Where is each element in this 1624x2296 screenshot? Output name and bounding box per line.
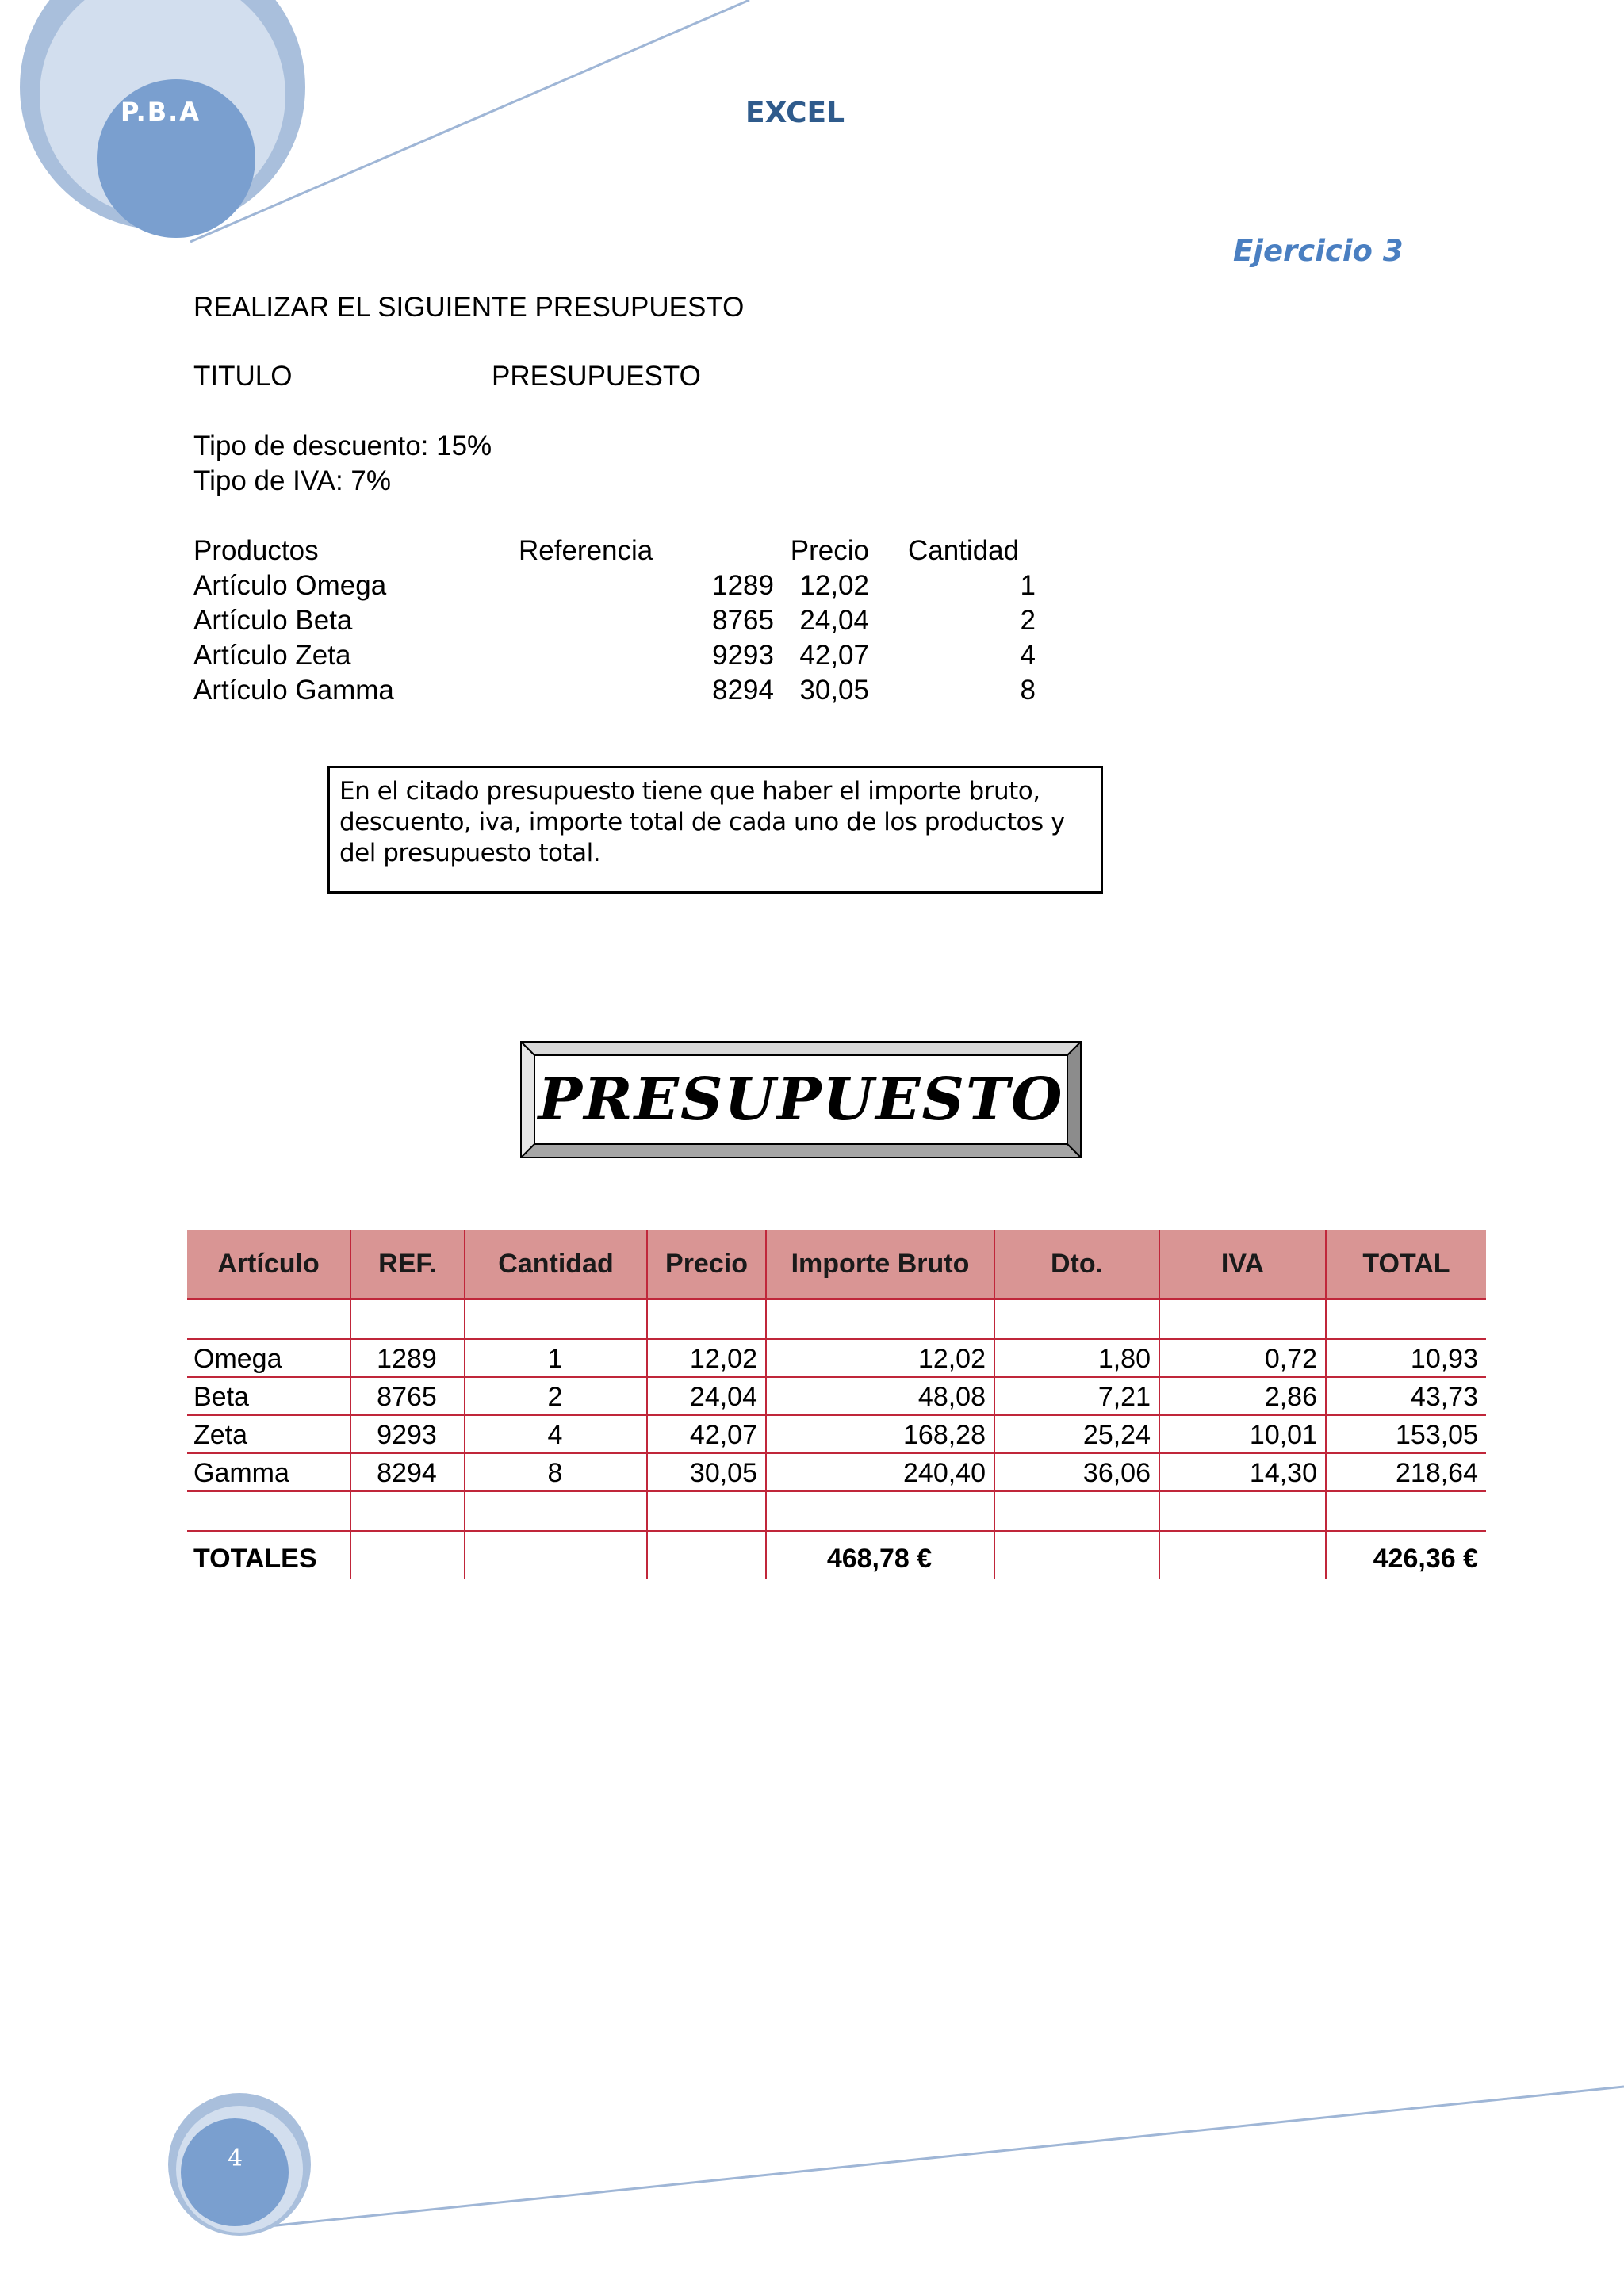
cell-importe-bruto: 168,28 bbox=[766, 1415, 994, 1453]
cell-articulo: Beta bbox=[187, 1377, 350, 1415]
cell-cantidad: 4 bbox=[465, 1415, 647, 1453]
table-row bbox=[187, 1339, 1486, 1377]
cell-dto: 1,80 bbox=[994, 1339, 1159, 1377]
note-box bbox=[327, 766, 1103, 894]
discount-rate: Tipo de descuento: 15% bbox=[193, 430, 492, 461]
header-total: TOTAL bbox=[1326, 1230, 1486, 1299]
totals-label: TOTALES bbox=[193, 1544, 317, 1574]
budget-table bbox=[187, 1230, 1486, 1579]
product-name: Artículo Gamma bbox=[193, 675, 394, 706]
product-price: 30,05 bbox=[799, 675, 869, 706]
cell-total: 10,93 bbox=[1326, 1339, 1486, 1377]
iva-rate: Tipo de IVA: 7% bbox=[193, 465, 392, 496]
instructions-heading: REALIZAR EL SIGUIENTE PRESUPUESTO bbox=[193, 292, 745, 323]
cell-ref: 9293 bbox=[350, 1415, 465, 1453]
product-price: 12,02 bbox=[799, 570, 869, 601]
cell-importe-bruto: 12,02 bbox=[766, 1339, 994, 1377]
header-iva: IVA bbox=[1159, 1230, 1326, 1299]
cell-iva: 0,72 bbox=[1159, 1339, 1326, 1377]
cell-iva: 2,86 bbox=[1159, 1377, 1326, 1415]
header-articulo: Artículo bbox=[187, 1230, 350, 1299]
cell-precio: 24,04 bbox=[647, 1377, 766, 1415]
cell-importe-bruto: 48,08 bbox=[766, 1377, 994, 1415]
banner-text: PRESUPUESTO bbox=[538, 1066, 1064, 1134]
note-line: descuento, iva, importe total de cada uno de los productos y bbox=[339, 808, 1065, 836]
product-qty: 2 bbox=[1020, 605, 1036, 636]
header-precio: Precio bbox=[647, 1230, 766, 1299]
header-decoration bbox=[0, 0, 1624, 270]
cell-total: 43,73 bbox=[1326, 1377, 1486, 1415]
cell-cantidad: 8 bbox=[465, 1453, 647, 1491]
product-qty: 8 bbox=[1020, 675, 1036, 706]
product-qty: 1 bbox=[1020, 570, 1036, 601]
cell-precio: 30,05 bbox=[647, 1453, 766, 1491]
titulo-label: TITULO bbox=[193, 361, 293, 392]
cell-dto: 7,21 bbox=[994, 1377, 1159, 1415]
page-number: 4 bbox=[228, 2145, 243, 2172]
note-line: En el citado presupuesto tiene que haber el importe bruto, bbox=[339, 777, 1040, 806]
product-name: Artículo Beta bbox=[193, 605, 353, 636]
total-importe-bruto: 468,78 € bbox=[766, 1531, 994, 1579]
cell-cantidad: 2 bbox=[465, 1377, 647, 1415]
table-row bbox=[187, 1453, 1486, 1491]
header-importe-bruto: Importe Bruto bbox=[766, 1230, 994, 1299]
product-ref: 8765 bbox=[712, 605, 774, 636]
header-ref: REF. bbox=[350, 1230, 465, 1299]
footer-decoration bbox=[0, 2030, 1624, 2296]
cell-cantidad: 1 bbox=[465, 1339, 647, 1377]
col-cantidad: Cantidad bbox=[908, 535, 1020, 566]
product-price: 24,04 bbox=[799, 605, 869, 636]
exercise-label: Ejercicio 3 bbox=[1233, 234, 1404, 268]
product-ref: 1289 bbox=[712, 570, 774, 601]
cell-dto: 25,24 bbox=[994, 1415, 1159, 1453]
table-row bbox=[187, 1377, 1486, 1415]
cell-articulo: Omega bbox=[187, 1339, 350, 1377]
cell-total: 218,64 bbox=[1326, 1453, 1486, 1491]
note-line: del presupuesto total. bbox=[339, 839, 601, 867]
table-spacer-row bbox=[187, 1299, 1486, 1340]
cell-articulo: Gamma bbox=[187, 1453, 350, 1491]
product-ref: 8294 bbox=[712, 675, 774, 706]
product-price: 42,07 bbox=[799, 640, 869, 671]
product-name: Artículo Omega bbox=[193, 570, 387, 601]
cell-iva: 10,01 bbox=[1159, 1415, 1326, 1453]
col-referencia: Referencia bbox=[519, 535, 653, 566]
document-title: EXCEL bbox=[745, 97, 845, 129]
cell-iva: 14,30 bbox=[1159, 1453, 1326, 1491]
cell-ref: 1289 bbox=[350, 1339, 465, 1377]
header-dto: Dto. bbox=[994, 1230, 1159, 1299]
table-header-row bbox=[187, 1230, 1486, 1299]
product-ref: 9293 bbox=[712, 640, 774, 671]
header-cantidad: Cantidad bbox=[465, 1230, 647, 1299]
cell-ref: 8765 bbox=[350, 1377, 465, 1415]
cell-articulo: Zeta bbox=[187, 1415, 350, 1453]
table-row bbox=[187, 1415, 1486, 1453]
col-productos: Productos bbox=[193, 535, 319, 566]
titulo-value: PRESUPUESTO bbox=[492, 361, 701, 392]
cell-total: 153,05 bbox=[1326, 1415, 1486, 1453]
table-spacer-row bbox=[187, 1491, 1486, 1531]
cell-precio: 42,07 bbox=[647, 1415, 766, 1453]
logo-text: P.B.A bbox=[121, 97, 201, 127]
totals-row bbox=[187, 1531, 1486, 1579]
cell-importe-bruto: 240,40 bbox=[766, 1453, 994, 1491]
cell-precio: 12,02 bbox=[647, 1339, 766, 1377]
col-precio: Precio bbox=[790, 535, 869, 566]
product-qty: 4 bbox=[1020, 640, 1036, 671]
cell-ref: 8294 bbox=[350, 1453, 465, 1491]
presupuesto-banner bbox=[520, 1041, 1082, 1158]
product-name: Artículo Zeta bbox=[193, 640, 351, 671]
cell-dto: 36,06 bbox=[994, 1453, 1159, 1491]
total-total: 426,36 € bbox=[1326, 1531, 1486, 1579]
